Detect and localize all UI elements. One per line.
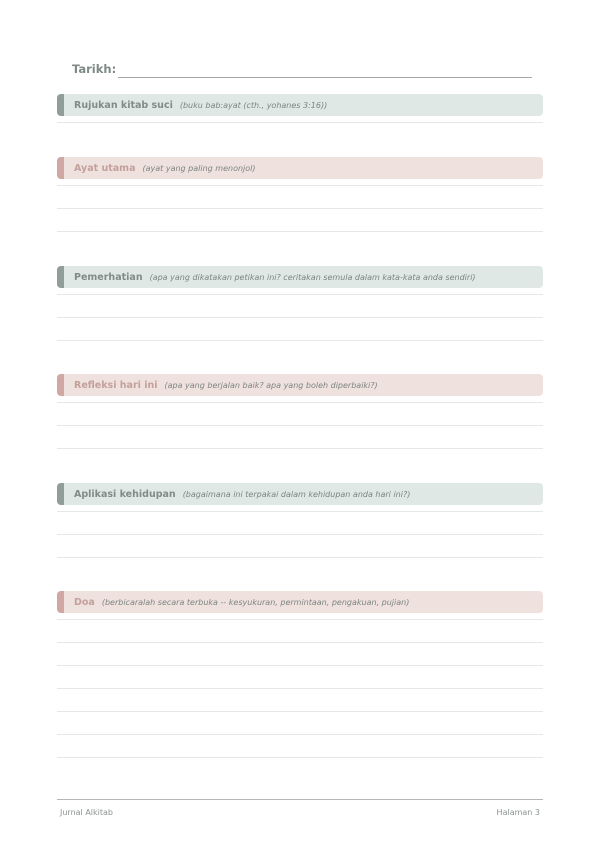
footer-journal-name: Jurnal Alkitab [60,808,113,817]
section-header [57,483,543,505]
section-hint: (buku bab:ayat (cth., yohanes 3:16)) [179,100,328,110]
section-title: Refleksi hari ini [74,379,158,391]
write-line[interactable] [57,757,543,758]
date-write-line[interactable] [118,77,532,78]
section-header [57,591,543,613]
section-reflection [57,374,543,396]
section-title: Pemerhatian [74,271,143,283]
write-line[interactable] [57,534,543,535]
section-hint: (ayat yang paling menonjol) [142,163,256,173]
section-prayer [57,591,543,613]
write-line[interactable] [57,231,543,232]
section-accent-bar [57,483,64,505]
write-line[interactable] [57,185,543,186]
write-line[interactable] [57,208,543,209]
section-accent-bar [57,157,64,179]
date-label: Tarikh: [72,62,117,76]
write-line[interactable] [57,711,543,712]
write-line[interactable] [57,619,543,620]
section-title: Doa [74,596,95,608]
section-header [57,94,543,116]
section-observation [57,266,543,288]
section-scripture-reference [57,94,543,116]
write-line[interactable] [57,448,543,449]
write-line[interactable] [57,294,543,295]
write-line[interactable] [57,402,543,403]
section-accent-bar [57,591,64,613]
write-line[interactable] [57,557,543,558]
section-life-application [57,483,543,505]
section-header [57,266,543,288]
section-key-verse [57,157,543,179]
write-line[interactable] [57,511,543,512]
section-header [57,374,543,396]
section-hint: (bagaimana ini terpakai dalam kehidupan anda hari ini?) [182,489,411,499]
write-line[interactable] [57,340,543,341]
section-accent-bar [57,374,64,396]
section-hint: (apa yang dikatakan petikan ini? ceritakan semula dalam kata-kata anda sendiri) [149,272,476,282]
write-line[interactable] [57,665,543,666]
footer-divider [57,799,543,800]
date-row [72,62,532,80]
section-accent-bar [57,266,64,288]
section-title: Rujukan kitab suci [74,99,173,111]
write-line[interactable] [57,642,543,643]
section-title: Aplikasi kehidupan [74,488,176,500]
section-accent-bar [57,94,64,116]
write-line[interactable] [57,688,543,689]
section-header [57,157,543,179]
write-line[interactable] [57,734,543,735]
write-line[interactable] [57,317,543,318]
section-hint: (berbicaralah secara terbuka -- kesyukuran, permintaan, pengakuan, pujian) [101,597,410,607]
write-line[interactable] [57,425,543,426]
footer-page-number: Halaman 3 [496,808,540,817]
section-title: Ayat utama [74,162,136,174]
write-line[interactable] [57,122,543,123]
section-hint: (apa yang berjalan baik? apa yang boleh diperbaiki?) [164,380,378,390]
